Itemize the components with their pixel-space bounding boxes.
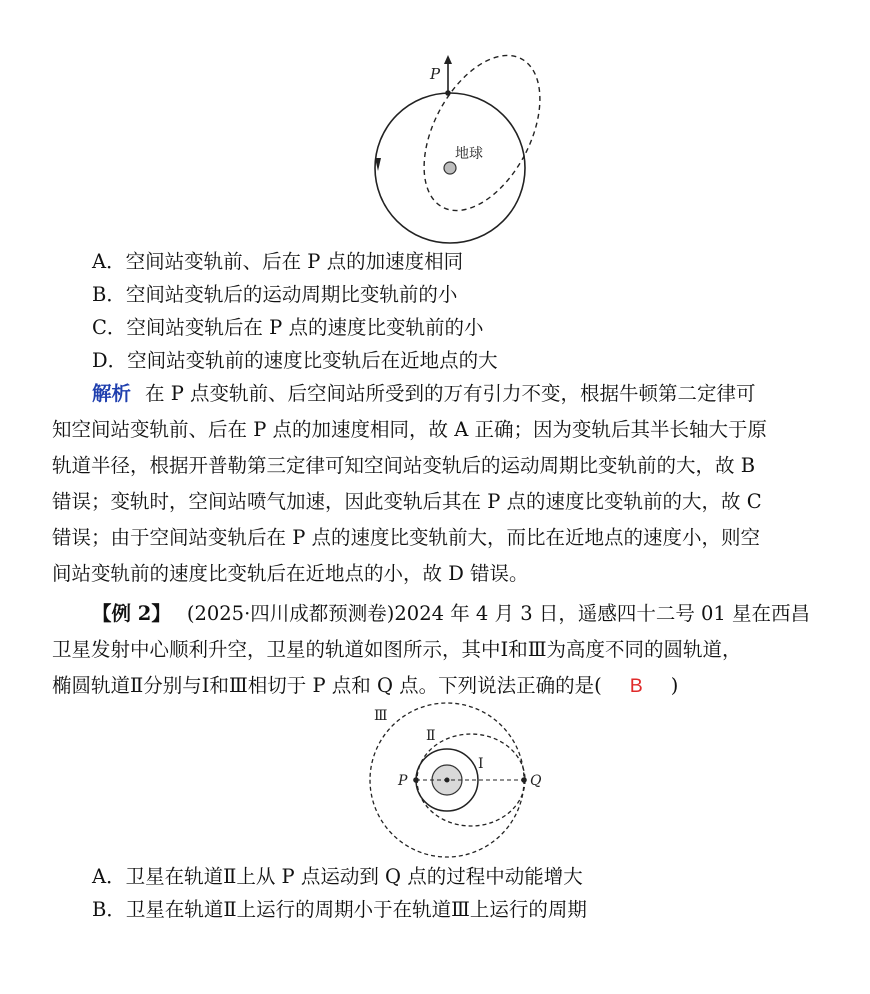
point-p-fig2 <box>413 777 419 783</box>
analysis-line-6: 间站变轨前的速度比变轨后在近地点的小，故 D 错误。 <box>52 562 529 585</box>
label-p-fig2: P <box>398 773 408 789</box>
example2-text-3: 椭圆轨道Ⅱ分别与Ⅰ和Ⅲ相切于 P 点和 Q 点。下列说法正确的是( <box>52 674 602 697</box>
q1-option-b: B．空间站变轨后的运动周期比变轨前的小 <box>92 283 458 306</box>
point-q-fig2 <box>521 777 527 783</box>
label-q-fig2: Q <box>530 773 542 789</box>
direction-arrow-icon <box>375 158 381 171</box>
analysis-line-5: 错误；由于空间站变轨后在 P 点的速度比变轨前大，而比在近地点的速度小，则空 <box>52 526 761 549</box>
orbit-figure-2 <box>360 700 560 862</box>
analysis-text-1: 在 P 点变轨前、后空间站所受到的万有引力不变，根据牛顿第二定律可 <box>145 382 756 405</box>
orbit-figure-1 <box>350 48 550 258</box>
point-p <box>445 90 451 96</box>
label-orbit-1: Ⅰ <box>478 756 484 772</box>
q2-option-b: B．卫星在轨道Ⅱ上运行的周期小于在轨道Ⅲ上运行的周期 <box>92 898 587 921</box>
label-orbit-2: Ⅱ <box>426 728 436 744</box>
example2-label: 【例 2】 <box>92 602 171 625</box>
label-orbit-3: Ⅲ <box>374 708 388 724</box>
analysis-line-2: 知空间站变轨前、后在 P 点的加速度相同，故 A 正确；因为变轨后其半长轴大于原 <box>52 418 767 441</box>
example2-line-1 <box>92 597 862 631</box>
analysis-line-1 <box>92 377 862 411</box>
example2-line-2: 卫星发射中心顺利升空，卫星的轨道如图所示，其中Ⅰ和Ⅲ为高度不同的圆轨道， <box>52 638 742 661</box>
example2-paren-close: ) <box>670 674 679 697</box>
example2-text-1: (2025·四川成都预测卷)2024 年 4 月 3 日，遥感四十二号 01 星在西昌 <box>186 602 811 625</box>
velocity-arrowhead-icon <box>444 55 452 64</box>
earth-icon <box>444 162 456 174</box>
label-earth: 地球 <box>455 146 483 162</box>
q2-option-a: A．卫星在轨道Ⅱ上从 P 点运动到 Q 点的过程中动能增大 <box>92 865 583 888</box>
elliptical-orbit <box>400 48 550 230</box>
example2-line-3 <box>52 669 822 703</box>
q1-option-c: C．空间站变轨后在 P 点的速度比变轨前的小 <box>92 316 484 339</box>
label-p-fig1: P <box>430 65 441 83</box>
q1-option-d: D．空间站变轨前的速度比变轨后在近地点的大 <box>92 349 498 372</box>
analysis-line-3: 轨道半径，根据开普勒第三定律可知空间站变轨后的运动周期比变轨前的大，故 B <box>52 454 756 477</box>
q1-option-a: A．空间站变轨前、后在 P 点的加速度相同 <box>92 250 464 273</box>
answer-mark: B <box>629 675 643 697</box>
analysis-line-4: 错误；变轨时，空间站喷气加速，因此变轨后其在 P 点的速度比变轨前的大，故 C <box>52 490 762 513</box>
analysis-keyword: 解析 <box>92 382 132 405</box>
